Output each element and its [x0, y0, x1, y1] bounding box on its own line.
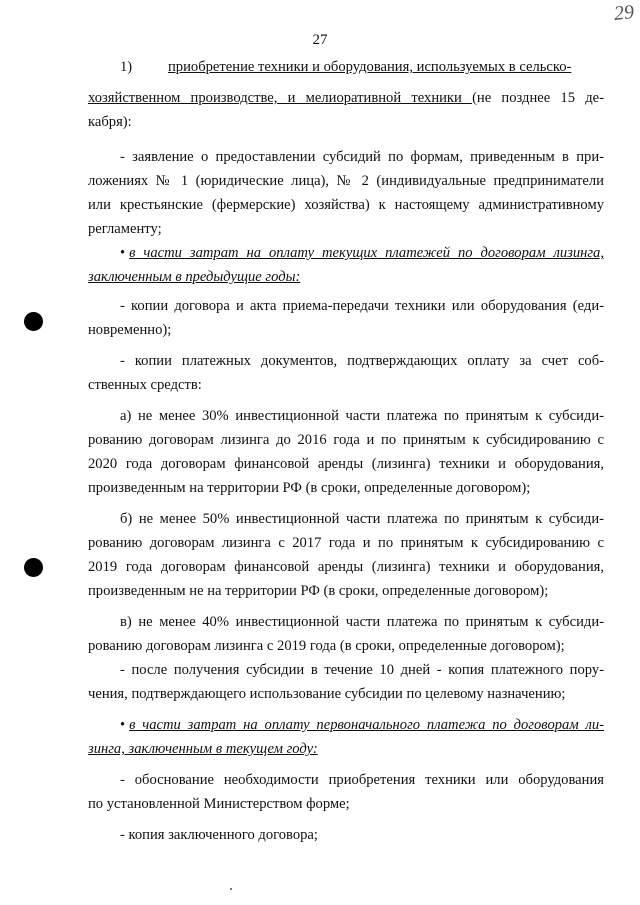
- text-line: ложениях № 1 (юридические лица), № 2 (индивидуальные предприниматели: [88, 173, 604, 189]
- text-line: ственных средств:: [88, 377, 202, 393]
- section-heading-continuation: [88, 265, 572, 289]
- text-line: - копия заключенного договора;: [120, 827, 318, 843]
- item-1-deadline-part1: (не позднее 15 де-: [472, 90, 604, 106]
- text-line: произведенным не на территории РФ (в сроки, определенные договором);: [88, 583, 549, 599]
- text-line: произведенным на территории РФ (в сроки, определенные договором);: [88, 480, 531, 496]
- section-heading-text: в части затрат на оплату первоначального платежа по договорам ли-: [129, 717, 604, 733]
- item-1-line-3: [88, 110, 572, 134]
- section-heading-text: в части затрат на оплату текущих платежей по договорам лизинга,: [129, 245, 604, 261]
- bullet-icon: •: [120, 245, 126, 261]
- text-line: - заявление о предоставлении субсидий по формам, приведенным в при-: [120, 149, 604, 165]
- text-line: а) не менее 30% инвестиционной части платежа по принятым к субсиди-: [120, 408, 604, 424]
- item-1-line-2: [88, 86, 604, 110]
- item-1-title-part1: приобретение техники и оборудования, используемых в сельско-: [168, 59, 572, 75]
- text-line: - копии платежных документов, подтверждающих оплату за счет соб-: [120, 353, 604, 369]
- punch-hole-top: [24, 312, 43, 331]
- text-line: - после получения субсидии в течение 10 дней - копия платежного пору-: [120, 662, 604, 678]
- handwritten-page-mark: 29: [612, 1, 636, 25]
- text-line: чения, подтверждающего использование субсидии по целевому назначению;: [88, 686, 566, 702]
- text-line: рованию договорам лизинга с 2017 года и по принятым к субсидированию с: [88, 535, 604, 551]
- item-1-deadline-part2: кабря):: [88, 114, 132, 130]
- scan-speck: [230, 888, 232, 890]
- section-heading-current-payments: [120, 241, 604, 265]
- text-line: или крестьянские (фермерские) хозяйства) к настоящему административному: [88, 197, 604, 213]
- text-line: рованию договорам лизинга с 2019 года (в сроки, определенные договором);: [88, 638, 565, 654]
- section-heading-text: зинга, заключенным в текущем году:: [88, 741, 318, 757]
- text-line: 2019 года договорам финансовой аренды (лизинга) техники и оборудования,: [88, 559, 604, 575]
- item-1-number: 1): [120, 59, 133, 75]
- text-line: регламенту;: [88, 221, 162, 237]
- bullet-icon: •: [120, 717, 126, 733]
- item-1-line-1: [120, 55, 604, 79]
- text-line: по установленной Министерством форме;: [88, 796, 350, 812]
- text-line: рованию договорам лизинга до 2016 года и по принятым к субсидированию с: [88, 432, 604, 448]
- item-1-title-part2: хозяйственном производстве, и мелиоративной техники: [88, 90, 473, 106]
- text-line: новременно);: [88, 322, 172, 338]
- text-line: - копии договора и акта приема-передачи техники или оборудования (еди-: [120, 298, 604, 314]
- text-line: - обоснование необходимости приобретения техники или оборудования: [120, 772, 604, 788]
- section-heading-text: заключенным в предыдущие годы:: [88, 269, 301, 285]
- text-line: в) не менее 40% инвестиционной части платежа по принятым к субсиди-: [120, 614, 604, 630]
- text-line: б) не менее 50% инвестиционной части платежа по принятым к субсиди-: [120, 511, 604, 527]
- punch-hole-bottom: [24, 558, 43, 577]
- text-line: 2020 года договорам финансовой аренды (лизинга) техники и оборудования,: [88, 456, 604, 472]
- section-heading-initial-payment: [120, 713, 604, 737]
- page-number: 27: [312, 32, 328, 48]
- section-heading-continuation: [88, 737, 572, 761]
